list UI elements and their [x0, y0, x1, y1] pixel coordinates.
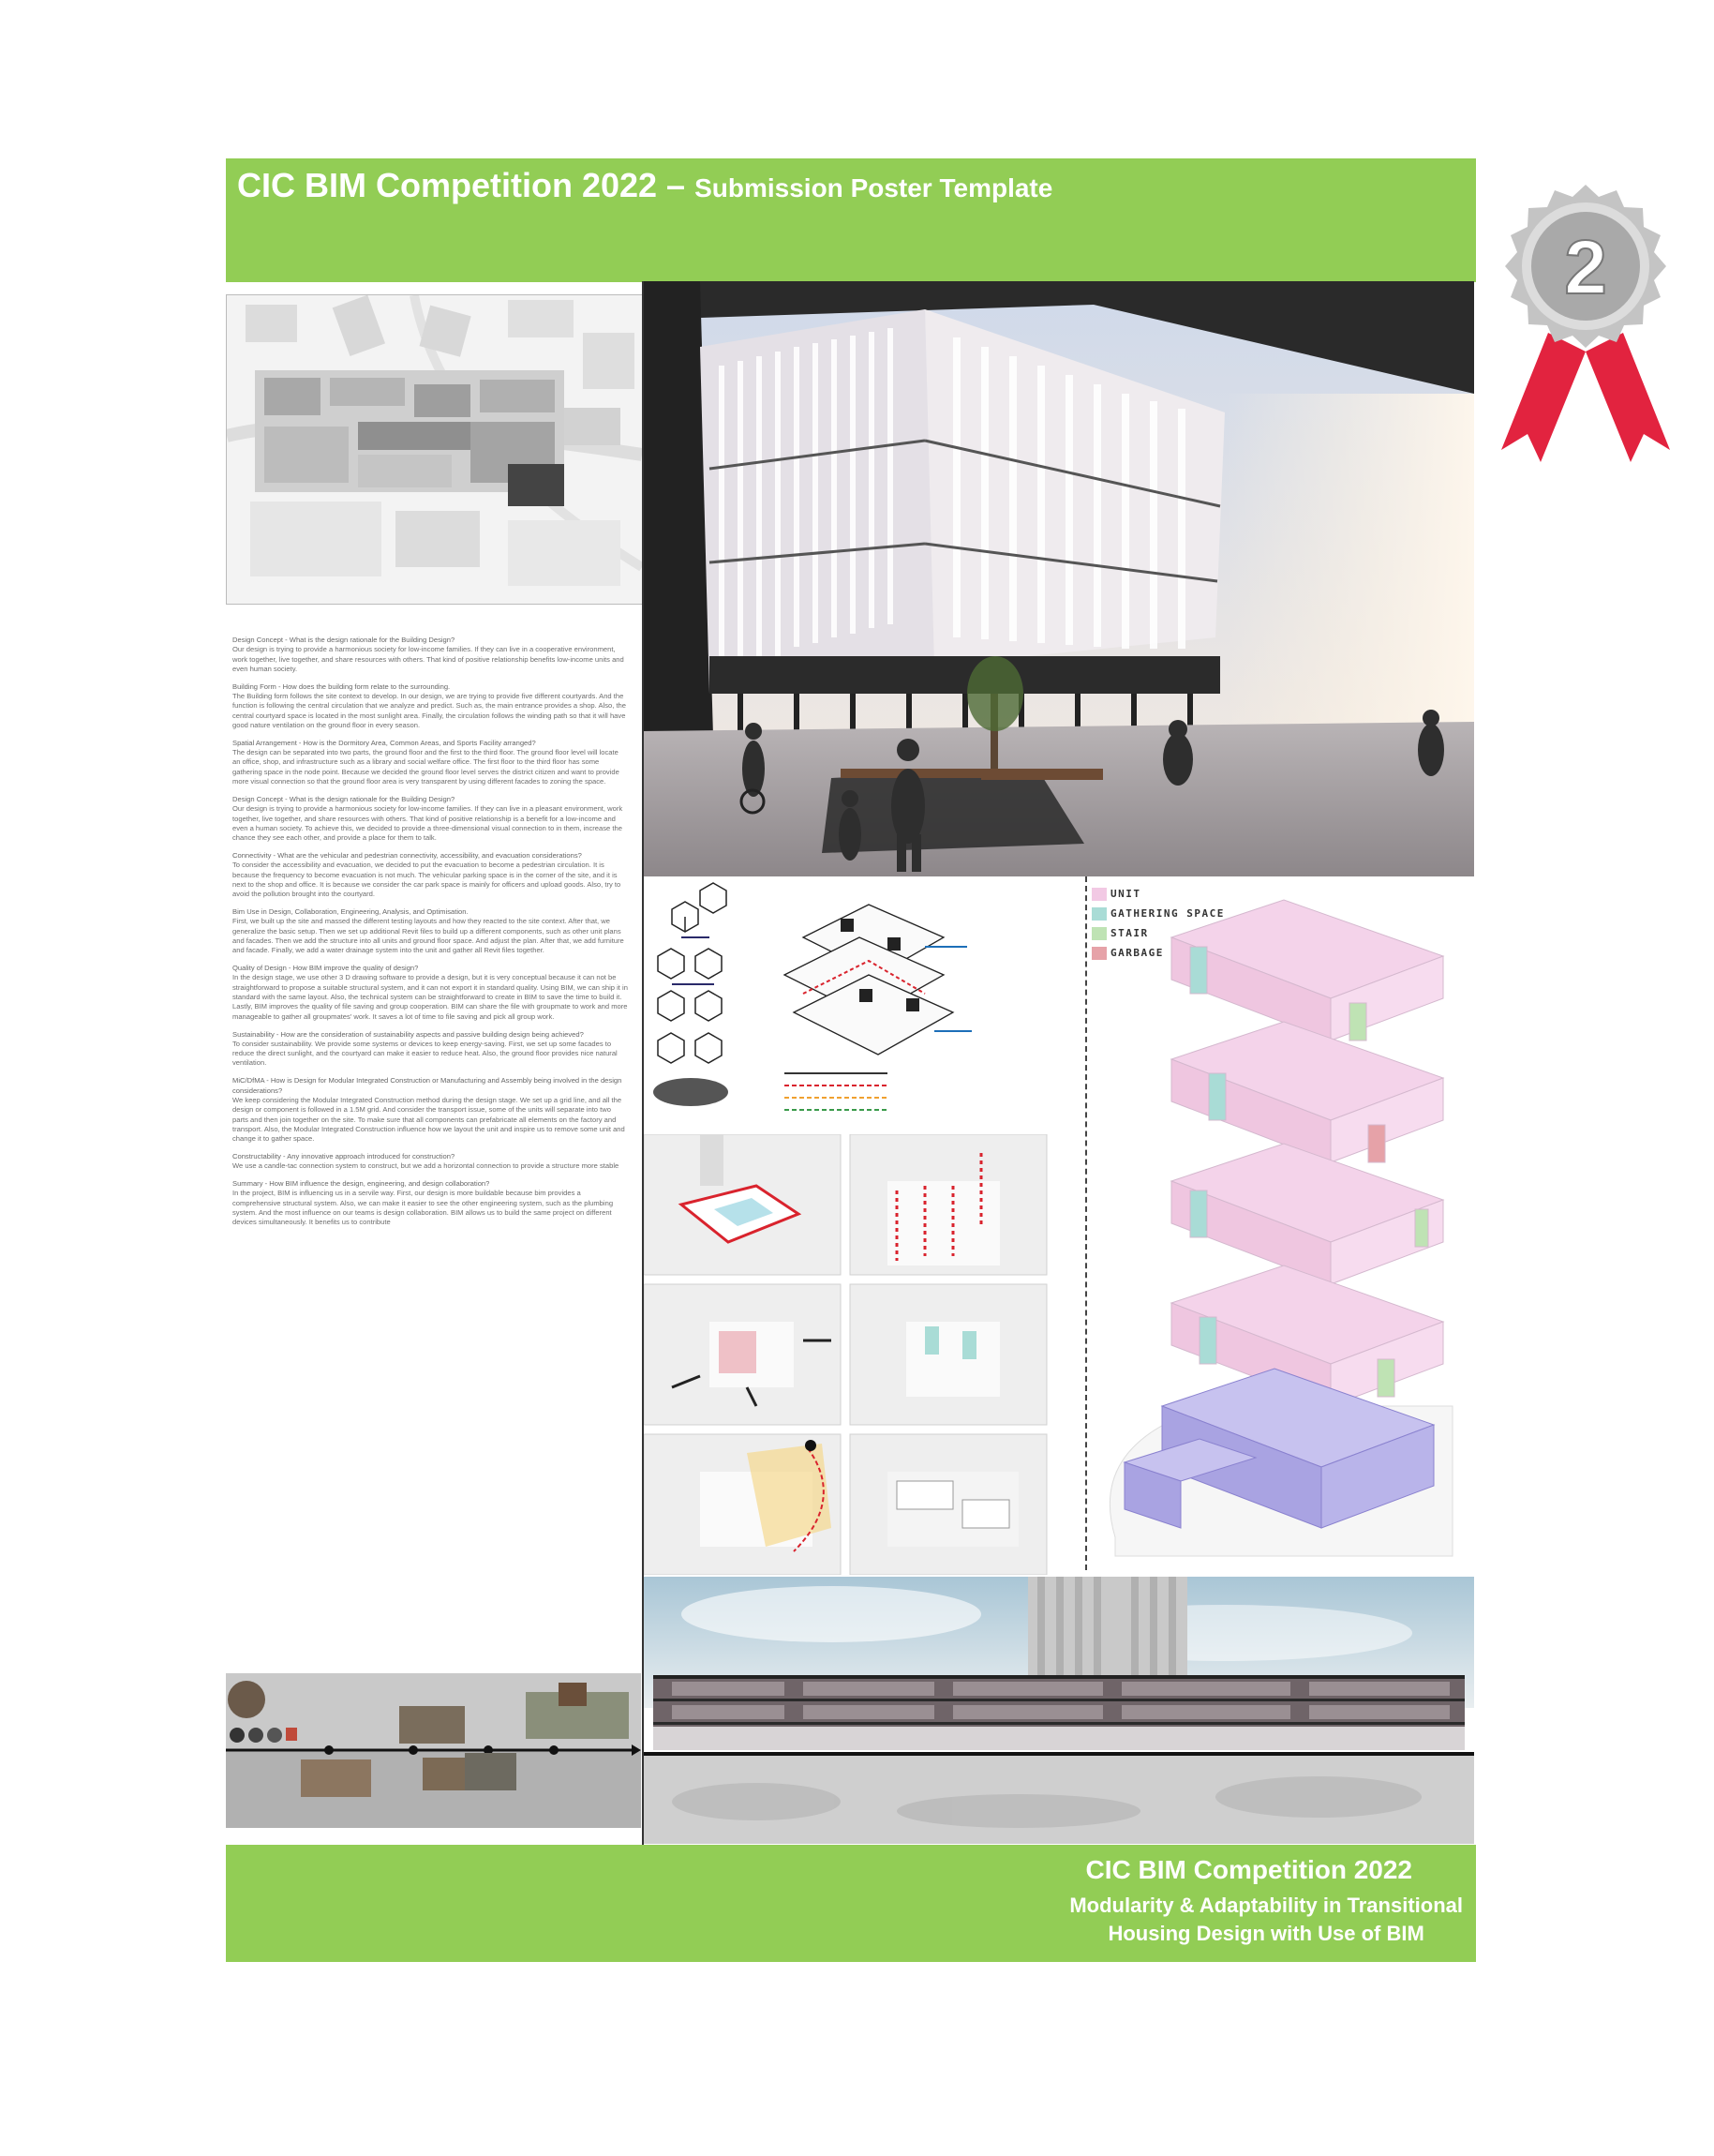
narrative-question: Building Form - How does the building form relate to the surrounding.: [232, 681, 451, 691]
footer-project-title-line: Modularity & Adaptability in Transitional: [1069, 1894, 1463, 1917]
narrative-answer: To consider sustainability. We provide some systems or devices to keep energy-saving. First, we set up some facades to reduce the direct sunlight, and the courtyard can make it easier to reduce heat. Also, the ground floor provides nice natural ventilation.: [232, 1039, 618, 1068]
legend-label: STAIR: [1110, 927, 1149, 939]
narrative-section: [232, 1076, 628, 1144]
narrative-answer: We keep considering the Modular Integrated Construction method during the design stage. We set up a grid line, and all the design or component is followed in a 1.5M grid. And consider the transport issue, some of the units will separate into two parts and then join together on the site. To make sure that all components can prefabricate all elements on the factory and transport. Also, the Modular Integrated Construction influence how we layout the unit and inspire us to remove some unit and change it to gather space.: [232, 1095, 625, 1144]
narrative-question: Connectivity - What are the vehicular and pedestrian connectivity, accessibility, and evacuation considerations?: [232, 851, 582, 861]
narrative-section: [232, 636, 628, 674]
legend-swatch: [1092, 907, 1107, 921]
poster-title-subtitle: Submission Poster Template: [694, 173, 1053, 202]
design-narrative-text: [232, 636, 628, 1653]
narrative-section: [232, 964, 628, 1022]
legend-swatch: [1092, 888, 1107, 901]
narrative-answer: The Building form follows the site context to develop. In our design, we are trying to provide five different courtyards. And the function is following the central circulation that we analyze and predict. Such as, the main entrance provides a shop. Also, the central courtyard space is located in the most sunlight area. Finally, the circulation follows the winding path so that it will have good nature ventilation on the ground floor in every season.: [232, 692, 627, 729]
legend-swatch: [1092, 947, 1107, 960]
narrative-answer: To consider the accessibility and evacuation, we decided to put the evacuation to become a pedestrian circulation. It is because the frequency to become evacuation is not much. The vehicular parking space is in the corner of the site, and it is next to the shop and office. It is because we consider the car park space is mainly for officers and upload goods. Also, try to avoid the pollution brought into the courtyard.: [232, 861, 621, 899]
ribbon-right: [1586, 333, 1670, 462]
ribbon-left: [1501, 333, 1586, 462]
footer-project-title: [1069, 1892, 1463, 1948]
dashed-divider: [1085, 876, 1087, 1570]
second-place-medal-icon: [1483, 183, 1689, 464]
narrative-answer: In the design stage, we use other 3 D drawing software to provide a design, but it is very conceptual because it can not be straightforward to propose a suitable structural system, and it can not export it in standard quality. Using BIM, we can ship it in standard with the same layout. Also, the technical system can be straightforward to create in BIM to save the time to build it. Lastly, BIM improves the quality of file saving and group cooperation. BIM can share the file with groupmate to work and more manageable to gather all groupmates' work. It saves a lot of time to file saving and pick all group work.: [232, 973, 628, 1021]
massing-strategy-diagrams: [644, 1134, 1056, 1575]
narrative-section: [232, 1179, 628, 1227]
legend-label: GATHERING SPACE: [1110, 907, 1225, 920]
site-plan-image: [226, 294, 643, 605]
legend-swatch: [1092, 927, 1107, 940]
narrative-question: Spatial Arrangement - How is the Dormitory Area, Common Areas, and Sports Facility arranged?: [232, 738, 536, 747]
narrative-question: Sustainability - How are the consideration of sustainability aspects and passive building design being achieved?: [232, 1029, 584, 1039]
header-band: [226, 158, 1476, 282]
legend-item-unit: [1092, 886, 1279, 905]
narrative-question: Design Concept - What is the design rationale for the Building Design?: [232, 636, 455, 644]
narrative-question: Bim Use in Design, Collaboration, Engineering, Analysis, and Optimisation.: [232, 907, 469, 917]
narrative-section: [232, 1152, 628, 1172]
narrative-answer: First, we built up the site and massed the different testing layouts and how they reacted to the site context. After that, we generalize the basic setup. Then we set up additional Revit files to build up a different components, such as other unit plans and facades. Then we add the structure into all units and ground floor space. And adjust the plan. After that, we add furniture and facade. Finally, we add a water drainage system into the unit and gather all Revit files together.: [232, 917, 624, 955]
legend-item-stair: [1092, 925, 1279, 944]
narrative-answer: In the project, BIM is influencing us in a servile way. First, our design is more buildable because bim provides a comprehensive structural system. Also, we can make it easier to see the other engineering system, such as the plumbing system. And the most influence on our teams is design collaboration. BIM allows us to build the same project on different devices simultaneously. It benefits us to contribute: [232, 1189, 614, 1227]
narrative-section: [232, 739, 628, 786]
poster-title: [237, 166, 1052, 205]
legend-item-garbage: [1092, 945, 1279, 964]
footer-project-title-line: Housing Design with Use of BIM: [1108, 1922, 1424, 1945]
narrative-question: MiC/DfMA - How is Design for Modular Integrated Construction or Manufacturing and Assembly being involved in the design considerations?: [232, 1076, 622, 1095]
narrative-section: [232, 851, 628, 899]
unit-stacking-diagram: [1096, 881, 1474, 1565]
building-section-image: [644, 1577, 1474, 1844]
narrative-answer: Our design is trying to provide a harmonious society for low-income families. If they can live in a cooperative environment, work together, live together, and share resources with others. That kind of positive relationship benefits low-income units and even human society.: [232, 645, 624, 673]
courtyard-render-image: [644, 281, 1474, 876]
narrative-section: [232, 682, 628, 730]
legend-label: UNIT: [1110, 888, 1141, 900]
narrative-question: Summary - How BIM influence the design, engineering, and design collaboration?: [232, 1179, 490, 1189]
narrative-question: Constructability - Any innovative approach introduced for construction?: [232, 1152, 455, 1160]
narrative-section: [232, 907, 628, 955]
narrative-question: Design Concept - What is the design rationale for the Building Design?: [232, 794, 455, 803]
narrative-section: [232, 795, 628, 843]
poster-title-main: CIC BIM Competition 2022 –: [237, 166, 686, 204]
program-legend: [1092, 886, 1279, 965]
narrative-answer: The design can be separated into two parts, the ground floor and the first to the third floor. The ground floor level will locate an office, shop, and infrastructure such as a library and social welfare office. The first floor to the third floor has some gathering space in the node point. Because we decided the ground floor level serves the district citizen and want to provide more visual connection so that the ground floor area is very transparent by using different facades to zoning the space.: [232, 748, 619, 786]
community-timeline-collage: [226, 1673, 641, 1828]
narrative-section: [232, 1030, 628, 1069]
legend-label: GARBAGE: [1110, 947, 1164, 959]
medal-place-number: 2: [1564, 225, 1607, 310]
narrative-answer: We use a candle-tac connection system to construct, but we add a horizontal connection to provide a structure more stable: [232, 1161, 619, 1171]
footer-band: [226, 1845, 1476, 1962]
narrative-question: Quality of Design - How BIM improve the quality of design?: [232, 964, 419, 973]
footer-competition-title: CIC BIM Competition 2022: [1085, 1855, 1412, 1884]
narrative-answer: Our design is trying to provide a harmonious society for low-income families. If they can live in a pleasant environment, work together, live together, and share resources with others. That kind of positive relationship is a benefit for a low-income and even a human society. To achieve this, we decided to provide a three-dimensional visual connection to in them, increase the chance they see each other, and provide a place for them to talk.: [232, 804, 623, 843]
legend-item-gathering-space: [1092, 906, 1279, 924]
exploded-axonometric-diagram: [644, 881, 1066, 1120]
